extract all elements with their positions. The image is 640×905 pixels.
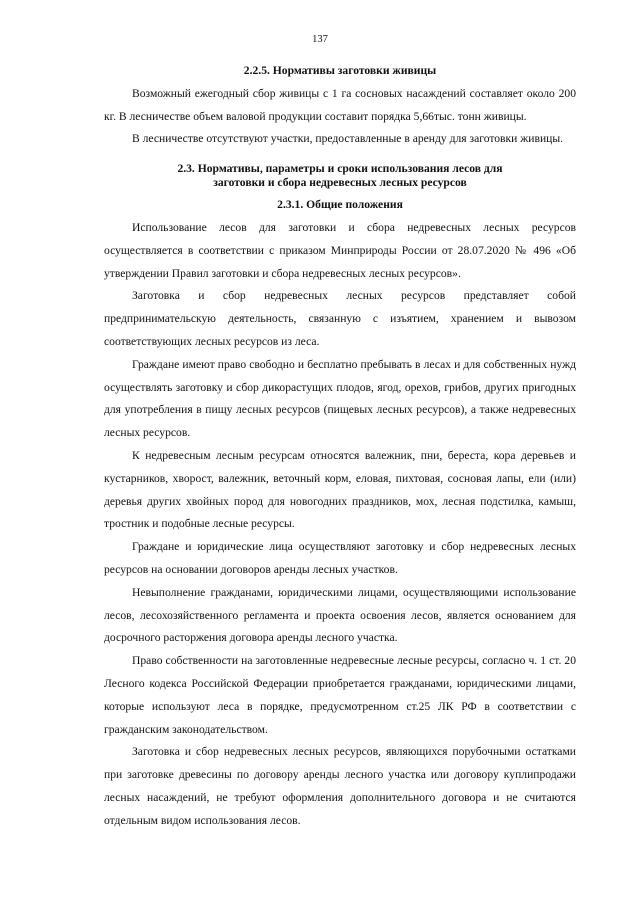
- section-heading-2-3-1: 2.3.1. Общие положения: [277, 198, 403, 212]
- paragraph: Использование лесов для заготовки и сбора недревесных лесных ресурсов осуществляется в соответствии с приказом Минприроды России от 28.07.2020 № 496 «Об утверждении Правил заготовки и сбора недревесных лесных ресурсов».: [104, 220, 576, 280]
- paragraph: В лесничестве отсутствуют участки, предоставленные в аренду для заготовки живицы.: [132, 132, 564, 146]
- section-heading-2-2-5: 2.2.5. Нормативы заготовки живицы: [243, 64, 437, 77]
- section-heading-2-3-line2: заготовки и сбора недревесных лесных ресурсов: [213, 176, 467, 190]
- paragraph: Право собственности на заготовленные недревесные лесные ресурсы, согласно ч. 1 ст. 20 Лесного кодекса Российской Федерации приобретается гражданами, юридическими лицами, которые используют леса в порядке, предусмотренном ст.25 ЛК РФ в соответствии с гражданским законодательством.: [104, 654, 576, 736]
- paragraph: Заготовка и сбор недревесных лесных ресурсов, являющихся порубочными остатками при заготовке древесины по договору аренды лесного участка или договору куплипродажи лесных насаждений, не требуют оформления дополнительного договора и не считаются отдельным видом использования лесов.: [104, 745, 576, 827]
- paragraph: Граждане и юридические лица осуществляют заготовку и сбор недревесных лесных ресурсов на основании договоров аренды лесных участков.: [104, 540, 576, 576]
- paragraph: Возможный ежегодный сбор живицы с 1 га сосновых насаждений составляет около 200 кг. В лесничестве объем валовой продукции составит порядка 5,66тыс. тонн живицы.: [104, 86, 576, 123]
- page-number: 137: [312, 34, 328, 45]
- paragraph: К недревесным лесным ресурсам относятся валежник, пни, береста, кора деревьев и кустарников, хворост, валежник, веточный корм, еловая, пихтовая, сосновая лапы, ели (или) деревья других хвойных пород для новогодних праздников, мох, лесная подстилка, камыш, тростник и подобные лесные ресурсы.: [104, 448, 576, 531]
- section-heading-2-3: [104, 162, 576, 190]
- paragraph: Заготовка и сбор недревесных лесных ресурсов представляет собой предпринимательскую деятельность, связанную с изъятием, хранением и вывозом соответствующих лесных ресурсов из леса.: [104, 289, 576, 348]
- paragraph: Невыполнение гражданами, юридическими лицами, осуществляющими использование лесов, лесохозяйственного регламента и проекта освоения лесов, является основанием для досрочного расторжения договора аренды лесного участка.: [104, 585, 576, 645]
- paragraph: Граждане имеют право свободно и бесплатно пребывать в лесах и для собственных нужд осуществлять заготовку и сбор дикорастущих плодов, ягод, орехов, грибов, других пригодных для употребления в пищу лесных ресурсов (пищевых лесных ресурсов), а также недревесных лесных ресурсов.: [104, 357, 576, 440]
- page-content: [104, 60, 576, 833]
- section-heading-2-3-line1: 2.3. Нормативы, параметры и сроки использования лесов для: [177, 162, 503, 176]
